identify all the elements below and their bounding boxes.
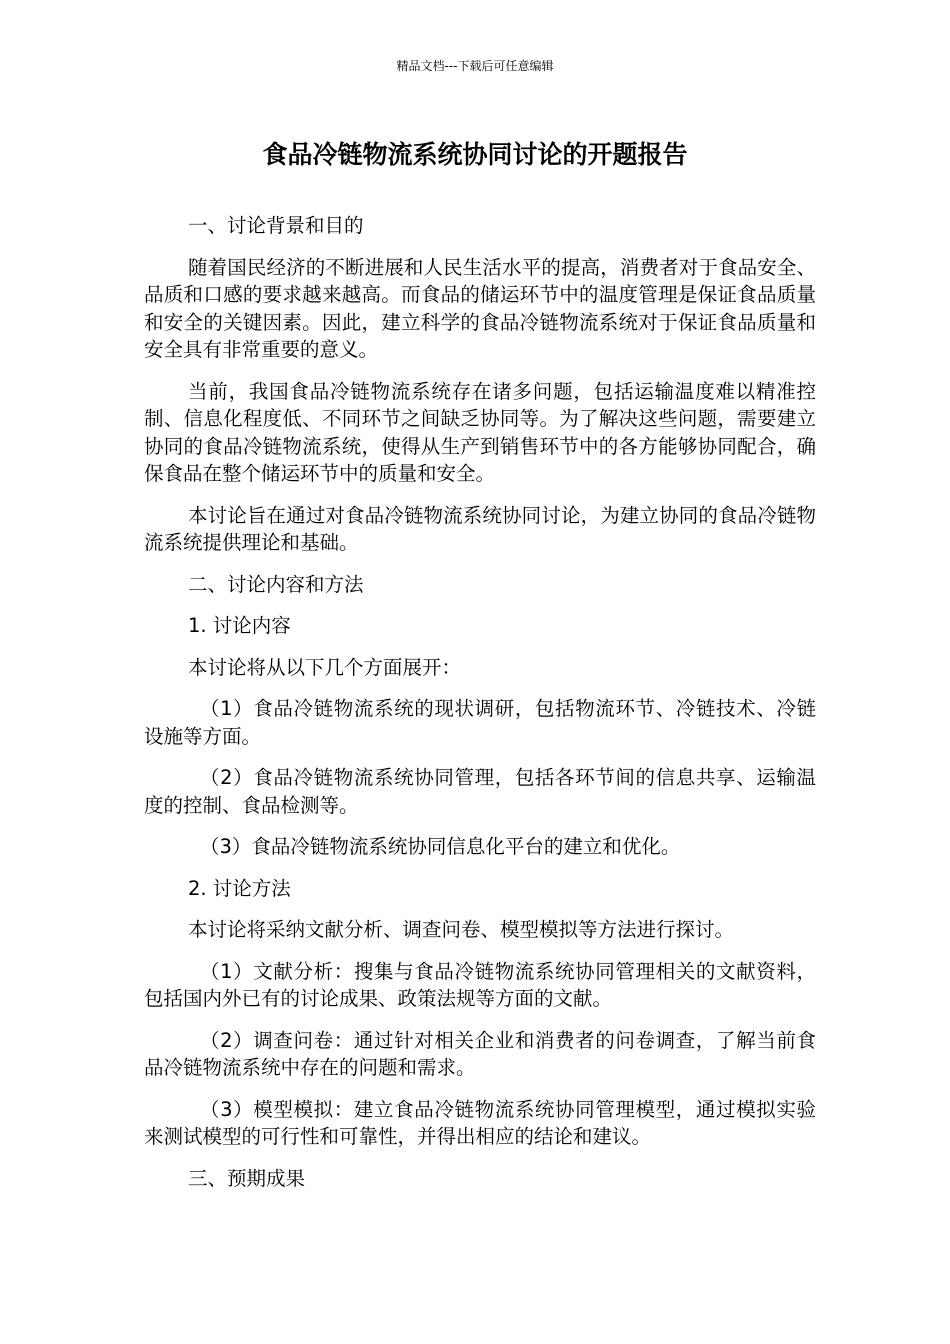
subsection-heading-method: 2. 讨论方法 bbox=[188, 876, 291, 900]
section-heading-expected-results: 三、预期成果 bbox=[188, 1166, 306, 1190]
document-title: 食品冷链物流系统协同讨论的开题报告 bbox=[262, 140, 688, 169]
paragraph-method-intro: 本讨论将采纳文献分析、调查问卷、模型模拟等方法进行探讨。 bbox=[188, 918, 735, 941]
list-item-content-1: （1）食品冷链物流系统的现状调研，包括物流环节、冷链技术、冷链设施等方面。 bbox=[144, 697, 816, 748]
list-item-content-3: （3）食品冷链物流系统协同信息化平台的建立和优化。 bbox=[200, 835, 681, 858]
list-item-method-3: （3）模型模拟：建立食品冷链物流系统协同管理模型，通过模拟实验来测试模型的可行性和可靠性，并得出相应的结论和建议。 bbox=[144, 1097, 816, 1148]
list-item-method-1: （1）文献分析：搜集与食品冷链物流系统协同管理相关的文献资料，包括国内外已有的讨论成果、政策法规等方面的文献。 bbox=[144, 959, 816, 1010]
paragraph-content-intro: 本讨论将从以下几个方面展开： bbox=[188, 655, 462, 679]
section-heading-content-method: 二、讨论内容和方法 bbox=[188, 572, 364, 596]
section-heading-background: 一、讨论背景和目的 bbox=[188, 214, 364, 237]
list-item-content-2: （2）食品冷链物流系统协同管理，包括各环节间的信息共享、运输温度的控制、食品检测等。 bbox=[144, 766, 816, 817]
subsection-heading-content: 1. 讨论内容 bbox=[188, 614, 291, 637]
list-item-method-2: （2）调查问卷：通过针对相关企业和消费者的问卷调查，了解当前食品冷链物流系统中存在的问题和需求。 bbox=[144, 1028, 816, 1079]
paragraph-background-1: 随着国民经济的不断进展和人民生活水平的提高，消费者对于食品安全、品质和口感的要求越来越高。而食品的储运环节中的温度管理是保证食品质量和安全的关键因素。因此，建立科学的食品冷链物流系统对于保证食品质量和安全具有非常重要的意义。 bbox=[144, 255, 816, 361]
paragraph-background-3: 本讨论旨在通过对食品冷链物流系统协同讨论，为建立协同的食品冷链物流系统提供理论和基础。 bbox=[144, 503, 816, 554]
page-header-note: 精品文档---下载后可任意编辑 bbox=[396, 59, 554, 73]
document-body bbox=[144, 212, 816, 1206]
paragraph-background-2: 当前，我国食品冷链物流系统存在诸多问题，包括运输温度难以精准控制、信息化程度低、不同环节之间缺乏协同等。为了解决这些问题，需要建立协同的食品冷链物流系统，使得从生产到销售环节中的各方能够协同配合，确保食品在整个储运环节中的质量和安全。 bbox=[144, 379, 816, 485]
